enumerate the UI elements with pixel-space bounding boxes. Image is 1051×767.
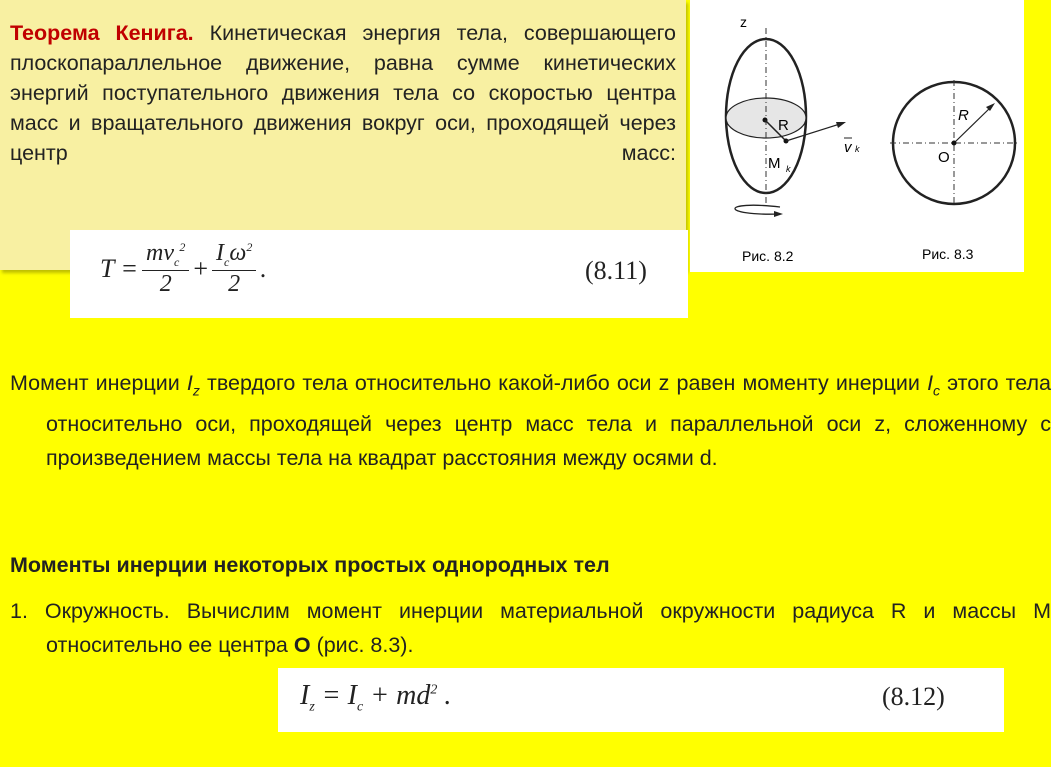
theorem-body: Кинетическая энергия тела, совершающего плоскопараллельное движение, равна сумме кинетических энергий поступательного движения тела со скоростью центра масс и вращательного движения вокруг оси, проходящей через центр масс:: [10, 21, 677, 165]
sub1: c: [174, 254, 180, 269]
fig-8-2-caption: Рис. 8.2: [742, 248, 794, 264]
den2: 2: [228, 270, 241, 297]
num2: I: [216, 240, 225, 266]
num1: mv: [146, 240, 175, 266]
equation-number: (8.11): [585, 256, 647, 285]
v-label: v: [844, 139, 852, 156]
section-heading: Моменты инерции некоторых простых однородных тел: [10, 553, 610, 577]
R-label: R: [778, 117, 789, 134]
figure-8-2: [726, 14, 860, 264]
paragraph-ring: 1. Окружность. Вычислим момент инерции материальной окружности радиуса R и массы M относительно ее центра O (рис. 8.3).: [10, 599, 1051, 657]
formula-lhs: T =: [100, 253, 139, 283]
sub2: c: [224, 254, 230, 269]
equation-number-2: (8.12): [882, 682, 945, 711]
figures-diagram: [690, 0, 1024, 272]
formula-expression: $I_z = I_c + md^2$ .: [300, 680, 452, 715]
M-label: M: [768, 155, 781, 172]
formula-8-11: [70, 230, 688, 318]
O-label: O: [938, 149, 950, 166]
v-sub: k: [855, 144, 860, 154]
formula-end: .: [260, 253, 267, 283]
plus: +: [193, 253, 209, 283]
theorem-text: [10, 18, 676, 168]
paragraph-parallel-axis: Момент инерции $I_z$ твердого тела относительно какой-либо оси z равен моменту инерции $I_c$ этого тела относительно оси, проходящей через центр масс тела и параллельной оси z, сложенному с произведением массы тела на квадрат расстояния между осями d.: [10, 371, 1051, 471]
formula-8-12: [278, 668, 1004, 732]
omega: ω: [229, 240, 247, 266]
M-sub: k: [786, 164, 791, 174]
z-label: z: [740, 14, 747, 30]
theorem-title: Теорема Кенига.: [10, 21, 194, 45]
R-label-2: R: [958, 107, 969, 124]
sup2: 2: [246, 240, 253, 254]
figures-panel: [690, 0, 1024, 272]
figure-8-3: [890, 80, 1018, 262]
sup1: 2: [179, 240, 186, 254]
fig-8-3-caption: Рис. 8.3: [922, 246, 974, 262]
den1: 2: [159, 270, 172, 297]
